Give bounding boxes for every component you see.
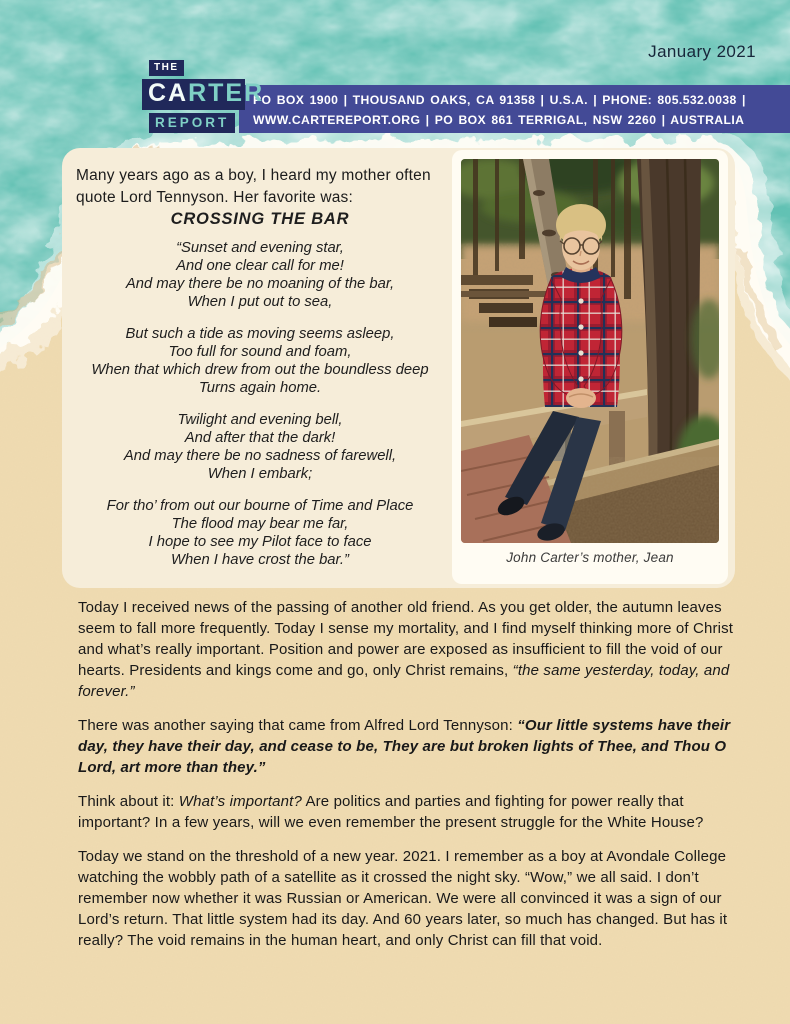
logo-report: REPORT — [149, 113, 235, 133]
photo-frame — [452, 150, 728, 584]
photo-caption: John Carter’s mother, Jean — [506, 550, 674, 565]
body-paragraph — [78, 715, 742, 778]
poem-line: When I embark; — [207, 466, 313, 482]
poem-line: But such a tide as moving seems asleep, — [125, 326, 395, 342]
content-panel — [62, 148, 735, 588]
paragraph-text: Think about it: — [78, 793, 179, 810]
logo-carter — [142, 79, 265, 110]
logo-carter-tail: RTER — [188, 79, 265, 107]
address-line-1: PO BOX 1900 | THOUSAND OAKS, CA 91358 | U.S.A. | PHONE: 805.532.0038 | — [253, 93, 746, 107]
poem-title: CROSSING THE BAR — [170, 210, 350, 228]
poem-stanza — [66, 239, 454, 311]
mother-photo-illustration — [461, 159, 719, 543]
paragraph-quote: What’s important? — [178, 793, 302, 810]
body-paragraph — [78, 846, 742, 951]
poem-line: When I put out to sea, — [187, 294, 333, 310]
poem-line: The flood may bear me far, — [171, 516, 349, 532]
body-copy — [78, 597, 742, 964]
issue-date: January 2021 — [648, 42, 756, 61]
intro-paragraph: Many years ago as a boy, I heard my mother often quote Lord Tennyson. Her favorite was: — [76, 167, 431, 206]
paragraph-text: Today we stand on the threshold of a new year. 2021. I remember as a boy at Avondale College watching the wobbly path of a satellite as it crossed the night sky. “Wow,” we all said. I don’t remember now whether it was Russian or American. We were all convinced it was a sign of our Lord’s return. That little system had its day. And 60 years later, so much has changed. But has it really? The void remains in the human heart, and only Christ can fill that void. — [78, 848, 728, 949]
poem-line: I hope to see my Pilot face to face — [148, 534, 372, 550]
poem-line: When that which drew from out the boundless deep — [91, 362, 429, 378]
poem-stanzas — [66, 239, 454, 569]
poem-line: And after that the dark! — [184, 430, 336, 446]
poem-line: And may there be no sadness of farewell, — [123, 448, 397, 464]
paragraph-quote: “Our little systems have their day, they have their day, and cease to be, They are but broken lights of Thee, and Thou O Lord, art more than they.” — [78, 717, 731, 776]
poem-stanza — [66, 411, 454, 483]
carter-report-logo — [142, 60, 265, 133]
paragraph-quote: “the same yesterday, today, and forever.” — [78, 662, 730, 700]
poem-line: And may there be no moaning of the bar, — [125, 276, 395, 292]
poem-stanza — [66, 325, 454, 397]
paragraph-text: Today I received news of the passing of another old friend. As you get older, the autumn leaves seem to fall more frequently. Today I sense my mortality, and I find myself thinking more of Christ and what’s really important. Position and power are exposed as insufficient to fill the void of our hearts. Presidents and kings come and go, only Christ remains, — [78, 599, 734, 679]
poem-line: “Sunset and evening star, — [176, 240, 344, 256]
paragraph-text: There was another saying that came from Alfred Lord Tennyson: — [78, 717, 518, 734]
masthead-address-bar — [239, 85, 790, 133]
poem-stanza — [66, 497, 454, 569]
poem-line: When I have crost the bar.” — [171, 552, 349, 568]
logo-carter-head: CA — [148, 79, 189, 107]
logo-the: THE — [149, 60, 184, 76]
body-paragraph — [78, 791, 742, 833]
poem-line: For tho’ from out our bourne of Time and Place — [106, 498, 414, 514]
poem-line: Too full for sound and foam, — [168, 344, 352, 360]
poem — [66, 210, 454, 583]
poem-line: Twilight and evening bell, — [177, 412, 343, 428]
poem-line: And one clear call for me! — [176, 258, 344, 274]
address-line-2: WWW.CARTEREPORT.ORG | PO BOX 861 TERRIGAL, NSW 2260 | AUSTRALIA — [253, 113, 745, 127]
paragraph-text: Are politics and parties and fighting for power really that important? In a few years, will we even remember the present struggle for the White House? — [78, 793, 704, 831]
body-paragraph — [78, 597, 742, 702]
poem-line: Turns again home. — [198, 380, 322, 396]
